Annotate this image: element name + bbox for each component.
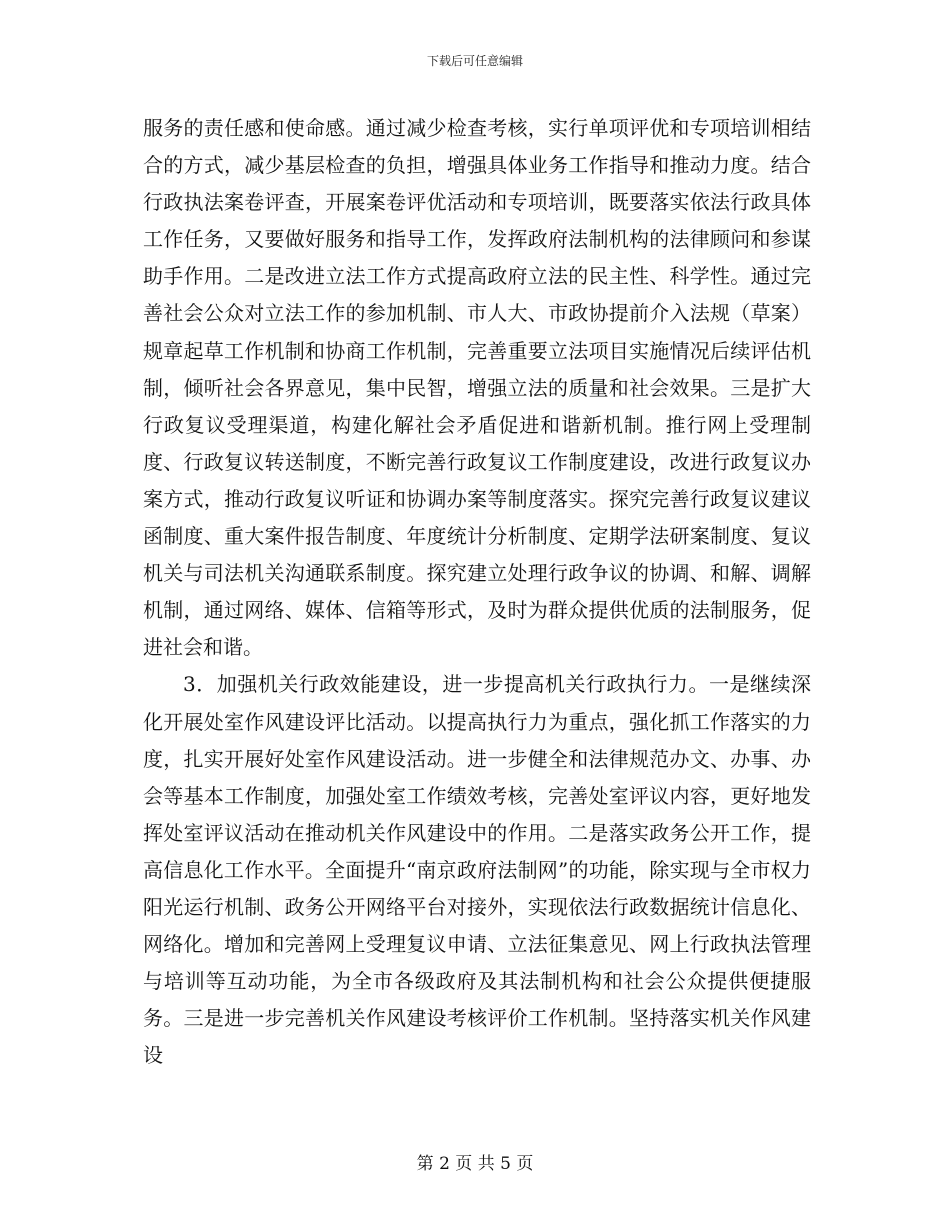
page-number: 第 2 页 共 5 页 xyxy=(416,1154,534,1174)
paragraph-continuation: 服务的责任感和使命感。通过减少检查考核，实行单项评优和专项培训相结合的方式，减少基层检查的负担，增强具体业务工作指导和推动力度。结合行政执法案卷评查，开展案卷评优活动和专项培训，既要落实依法行政具体工作任务，又要做好服务和指导工作，发挥政府法制机构的法律顾问和参谋助手作用。二是改进立法工作方式提高政府立法的民主性、科学性。通过完善社会公众对立法工作的参加机制、市人大、市政协提前介入法规（草案）规章起草工作机制和协商工作机制，完善重要立法项目实施情况后续评估机制，倾听社会各界意见，集中民智，增强立法的质量和社会效果。三是扩大行政复议受理渠道，构建化解社会矛盾促进和谐新机制。推行网上受理制度、行政复议转送制度，不断完善行政复议工作制度建设，改进行政复议办案方式，推动行政复议听证和协调办案等制度落实。探究完善行政复议建议函制度、重大案件报告制度、年度统计分析制度、定期学法研案制度、复议机关与司法机关沟通联系制度。探究建立处理行政争议的协调、和解、调解机制，通过网络、媒体、信箱等形式，及时为群众提供优质的法制服务，促进社会和谐。 xyxy=(143,116,811,660)
document-body xyxy=(143,110,811,1074)
page-header-note: 下载后可任意编辑 xyxy=(426,54,523,68)
paragraph-section-3: 3．加强机关行政效能建设，进一步提高机关行政执行力。一是继续深化开展处室作风建设评比活动。以提高执行力为重点，强化抓工作落实的力度，扎实开展好处室作风建设活动。进一步健全和法律规范办文、办事、办会等基本工作制度，加强处室工作绩效考核，完善处室评议内容，更好地发挥处室评议活动在推动机关作风建设中的作用。二是落实政务公开工作，提高信息化工作水平。全面提升“南京政府法制网”的功能，除实现与全市权力阳光运行机制、政务公开网络平台对接外，实现依法行政数据统计信息化、网络化。增加和完善网上受理复议申请、立法征集意见、网上行政执法管理与培训等互动功能，为全市各级政府及其法制机构和社会公众提供便捷服务。三是进一步完善机关作风建设考核评价工作机制。坚持落实机关作风建设 xyxy=(143,672,811,1068)
